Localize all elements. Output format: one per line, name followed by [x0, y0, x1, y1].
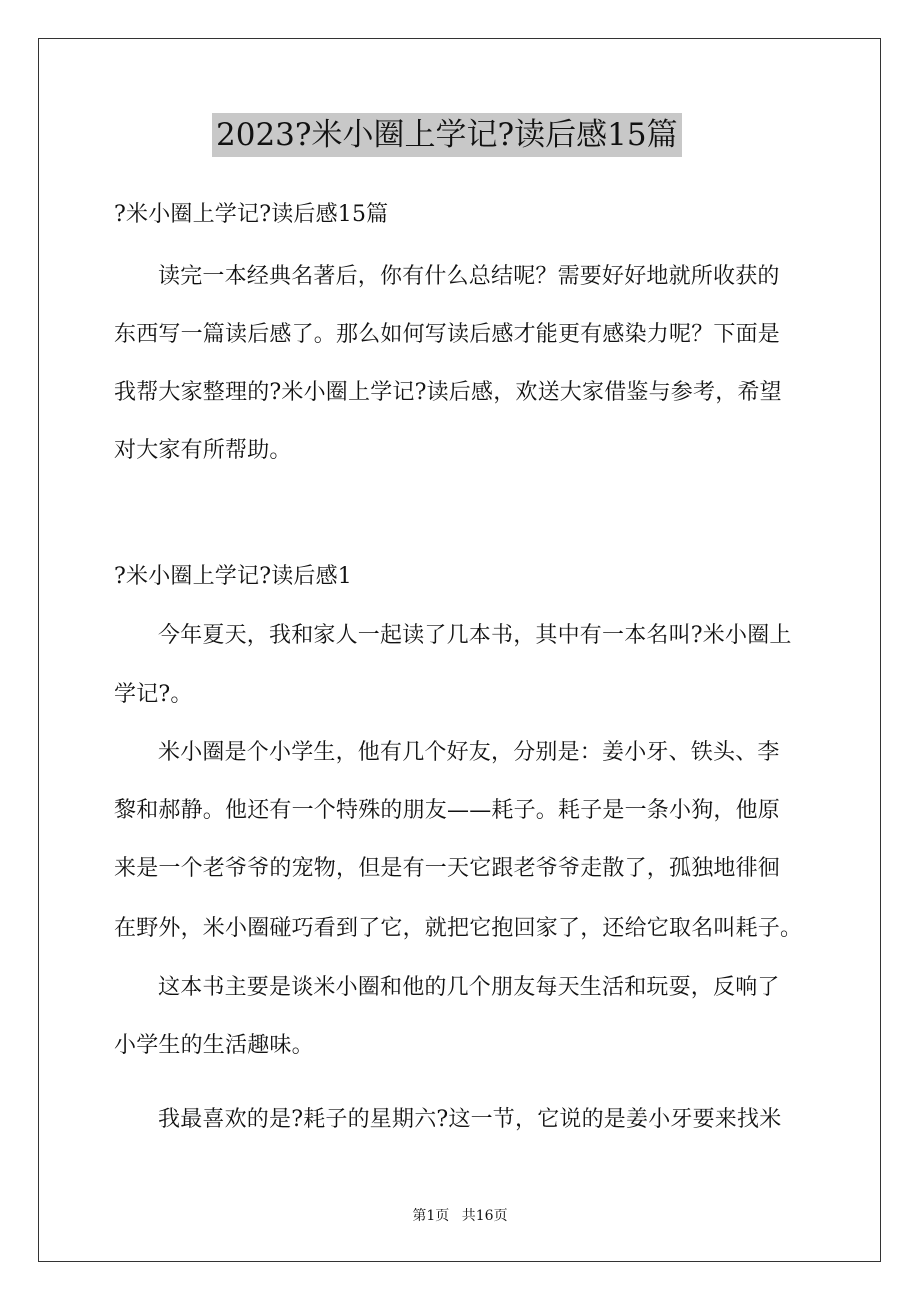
paragraph-line: 东西写一篇读后感了。那么如何写读后感才能更有感染力呢？下面是 [114, 322, 781, 347]
document-title: 2023?米小圈上学记?读后感15篇 [212, 113, 682, 157]
paragraph-line: 我帮大家整理的?米小圈上学记?读后感，欢送大家借鉴与参考，希望 [114, 380, 782, 405]
paragraph-line: 我最喜欢的是?耗子的星期六?这一节，它说的是姜小牙要来找米 [158, 1107, 782, 1132]
paragraph-line: 黎和郝静。他还有一个特殊的朋友——耗子。耗子是一条小狗，他原 [114, 798, 781, 823]
paragraph-line: 这本书主要是谈米小圈和他的几个朋友每天生活和玩耍，反响了 [158, 975, 780, 1000]
paragraph-line: 学记?。 [114, 682, 193, 707]
paragraph-line: 米小圈是个小学生，他有几个好友，分别是：姜小牙、铁头、李 [158, 740, 780, 765]
paragraph-line: 今年夏天，我和家人一起读了几本书，其中有一本名叫?米小圈上 [158, 623, 792, 648]
paragraph-line: 在野外，米小圈碰巧看到了它，就把它抱回家了，还给它取名叫耗子。 [114, 916, 803, 941]
paragraph-line: 对大家有所帮助。 [114, 438, 292, 463]
paragraph-line: 读完一本经典名著后，你有什么总结呢？需要好好地就所收获的 [158, 264, 780, 289]
section-heading: ?米小圈上学记?读后感1 [114, 564, 352, 589]
page-number: 第1页 [412, 1208, 450, 1224]
paragraph-line: 小学生的生活趣味。 [114, 1033, 314, 1058]
page-footer [0, 1205, 920, 1225]
page-total: 共16页 [461, 1208, 508, 1224]
paragraph-line: 来是一个老爷爷的宠物，但是有一天它跟老爷爷走散了，孤独地徘徊 [114, 856, 781, 881]
section-heading: ?米小圈上学记?读后感15篇 [114, 202, 389, 227]
